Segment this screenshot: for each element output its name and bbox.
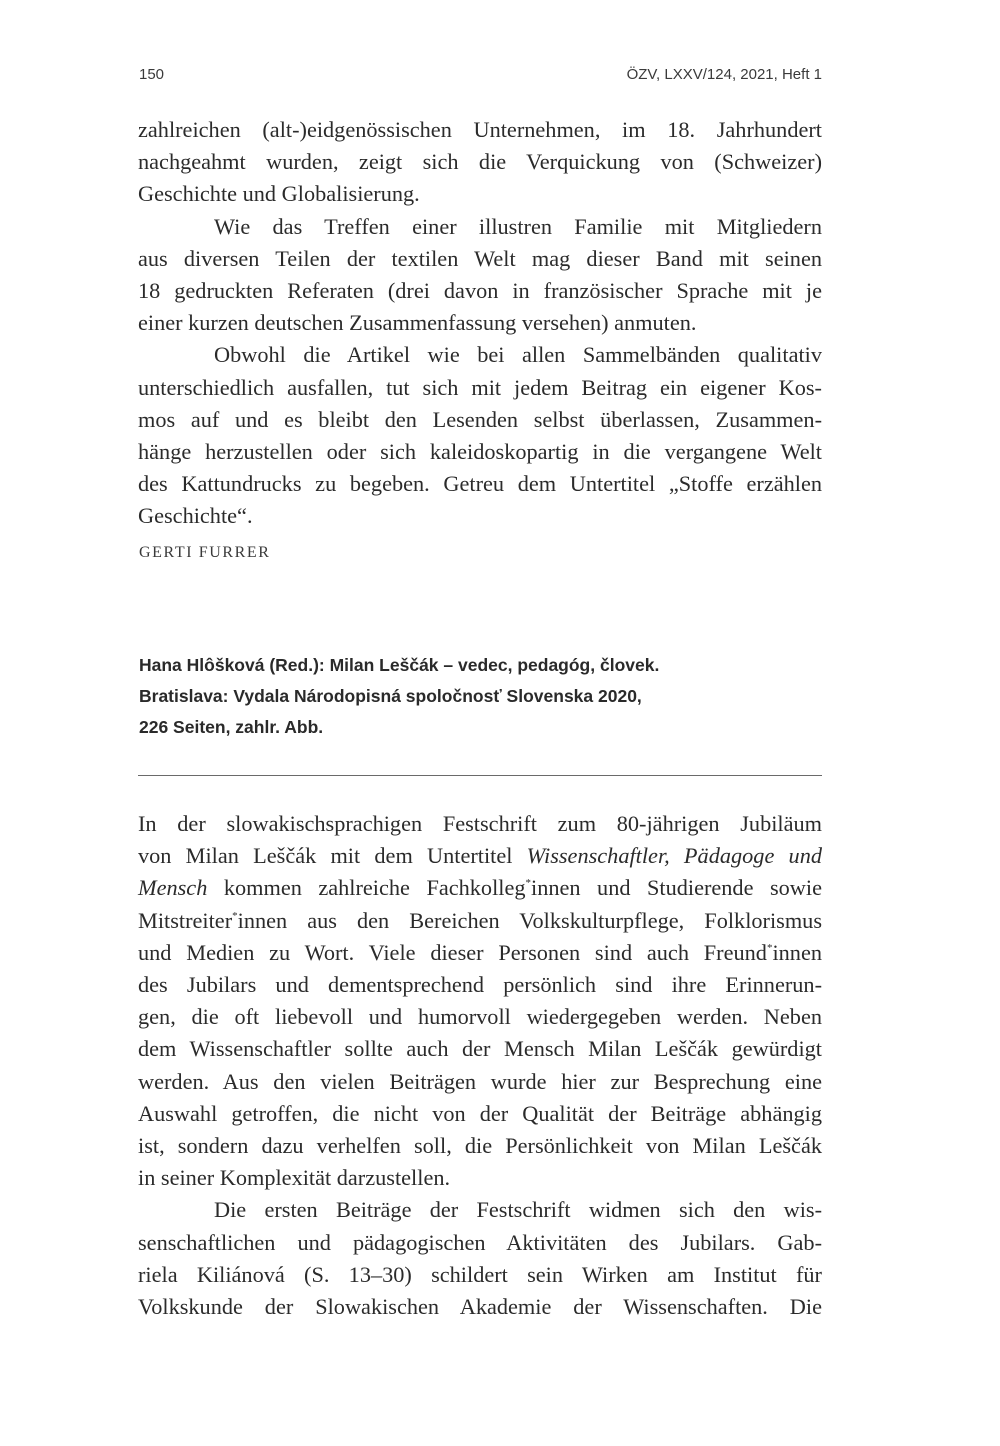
text-line: nachgeahmt wurden, zeigt sich die Verquickung von (Schweizer) [138,149,822,175]
citation-line: 226 Seiten, zahlr. Abb. [139,717,324,737]
text-line: Geschichte“. [138,503,253,529]
text-line [138,937,822,969]
journal-reference: ÖZV, LXXV/124, 2021, Heft 1 [626,66,822,83]
text-line: senschaftlichen und pädagogischen Aktivitäten des Jubilars. Gab- [138,1229,822,1255]
text-line: Die ersten Beiträge der Festschrift widmen sich den wis- [214,1197,822,1223]
text-line: Volkskunde der Slowakischen Akademie der Wissenschaften. Die [138,1294,822,1320]
gender-star: * [525,877,532,890]
text-line: einer kurzen deutschen Zusammenfassung versehen) anmuten. [138,310,697,336]
gender-star: * [232,909,238,922]
text-span: innen und Studierende sowie [531,875,822,901]
previous-review-continuation [138,114,822,533]
running-head [139,64,822,86]
text-line: riela Kiliánová (S. 13–30) schildert sein Wirken am Institut für [138,1261,822,1287]
gender-star: * [766,941,773,954]
text-line: des Kattundrucks zu begeben. Getreu dem Untertitel „Stoffe erzählen [138,471,822,497]
review-body [138,808,822,1323]
text-line: mos auf und es bleibt den Lesenden selbst überlassen, Zusammen- [138,406,822,432]
citation-line: Hana Hlôšková (Red.): Milan Leščák – vedec, pedagóg, človek. [139,655,660,675]
book-subtitle-italic: Wissenschaftler, Pädagoge und [526,843,822,869]
text-line: zahlreichen (alt-)eidgenössischen Unternehmen, im 18. Jahrhundert [138,117,822,142]
horizontal-rule-divider [138,775,822,776]
text-span: Mitstreiter [138,907,233,933]
text-line [138,872,822,904]
page-number: 150 [139,66,165,83]
text-line: 18 gedruckten Referaten (drei davon in französischer Sprache mit je [138,278,822,304]
review-citation-heading [139,650,823,743]
citation-line: Bratislava: Vydala Národopisná spoločnosť Slovenska 2020, [139,686,642,706]
text-line: in seiner Komplexität darzustellen. [138,1165,451,1191]
book-subtitle-italic: Mensch [138,875,208,901]
text-line: hänge herzustellen oder sich kaleidoskopartig in die vergangene Welt [138,439,822,465]
text-line: werden. Aus den vielen Beiträgen wurde hier zur Besprechung eine [138,1068,822,1094]
paragraph [138,114,822,211]
text-span: kommen zahlreiche Fachkolleg [207,875,526,901]
text-line: In der slowakischsprachigen Festschrift zum 80-jährigen Jubiläum [138,811,822,836]
paragraph [138,1194,822,1323]
paragraph [138,211,822,340]
text-line: aus diversen Teilen der textilen Welt mag dieser Band mit seinen [138,245,822,271]
text-span: innen [772,939,822,965]
text-span: von Milan Leščák mit dem Untertitel [138,843,527,869]
text-line [138,840,822,872]
text-line: ist, sondern dazu verhelfen soll, die Persönlichkeit von Milan Leščák [138,1133,822,1159]
paragraph [138,808,822,1194]
text-line: Auswahl getroffen, die nicht von der Qualität der Beiträge abhängig [138,1100,822,1126]
text-line [138,905,822,937]
text-span: innen aus den Bereichen Volkskulturpflege, Folklorismus [237,907,822,933]
text-line: des Jubilars und dementsprechend persönlich sind ihre Erinnerun- [138,972,822,998]
text-line: gen, die oft liebevoll und humorvoll wiedergegeben werden. Neben [138,1004,822,1030]
review-author-signature: GERTI FURRER [139,544,271,561]
paragraph [138,339,822,532]
text-line: Obwohl die Artikel wie bei allen Sammelbänden qualitativ [214,342,822,368]
text-line: dem Wissenschaftler sollte auch der Mensch Milan Leščák gewürdigt [138,1036,822,1062]
text-line: unterschiedlich ausfallen, tut sich mit jedem Beitrag ein eigener Kos- [138,374,822,400]
text-line: Geschichte und Globalisierung. [138,181,420,207]
text-line: Wie das Treffen einer illustren Familie mit Mitgliedern [214,213,822,239]
text-span: und Medien zu Wort. Viele dieser Personen sind auch Freund [138,939,767,965]
